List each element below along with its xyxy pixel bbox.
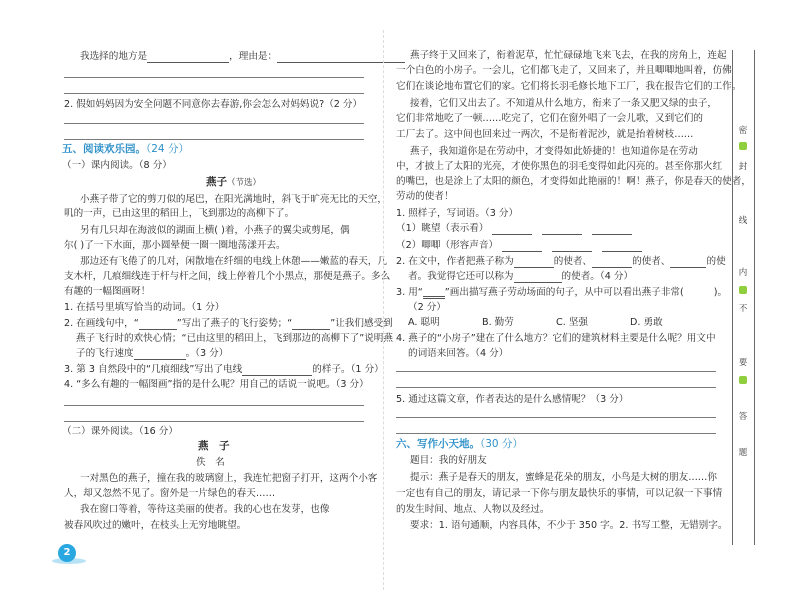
- page-number: 2: [58, 544, 76, 562]
- question-2-3-options: [408, 316, 704, 329]
- question-2-1: 1. 照样子，写词语。（3 分）: [396, 208, 519, 219]
- passage-2-cont-line: 它们在谈论地布置它们的家。它们将长羽毛修长地下工厂，我在报告它们的工作。: [396, 81, 742, 92]
- passage-2-cont-line: 燕子终于又回来了，衔着泥草，忙忙碌碌地飞来飞去，在我的房角上，连起: [410, 50, 727, 61]
- passage-2-line: 被春风吹过的嫩叶，在枝头上无穷地眺望。: [64, 520, 247, 531]
- answer-blank[interactable]: [542, 224, 582, 235]
- answer-line[interactable]: [64, 405, 364, 406]
- question-1-1: 1. 在括号里填写恰当的动词。（1 分）: [64, 302, 225, 313]
- question-1-2: 2. 在画线句中，“ ”写出了燕子的飞行姿势；“ ”让我们感受到: [64, 318, 393, 329]
- answer-line[interactable]: [396, 433, 716, 434]
- passage-2-cont-line: 劳动的使者！: [396, 191, 454, 202]
- answer-blank[interactable]: [292, 319, 330, 330]
- option-b[interactable]: B. 勤劳: [482, 317, 514, 328]
- passage-1-title: 燕子（节选）: [206, 176, 262, 188]
- passage-1-line: 支木杆，几痕细线连于杆与杆之间，线上停着几个小黑点，那便是燕子。多么: [64, 271, 391, 282]
- column-divider: [383, 30, 384, 590]
- passage-2-cont-line: 燕子，我知道你是在劳动中，才变得如此娇捷的！也知道你是在劳动: [410, 146, 698, 157]
- binding-char: 答: [738, 412, 748, 422]
- underline-sample: [423, 288, 445, 299]
- passage-1-line: 叽的一声，已由这里的稻田上，飞到那边的高柳下了。: [64, 208, 295, 219]
- answer-blank[interactable]: [134, 349, 186, 360]
- section-5-heading: 五、阅读欢乐园。（24 分）: [62, 143, 189, 155]
- question-2-5: 5. 通过这篇文章，作者表达的是什么感情呢？（3 分）: [396, 394, 629, 405]
- part-2-label: （二）课外阅读。（16 分）: [62, 426, 178, 437]
- question-1-2-cont: 燕子飞行时的欢快心情；“已由这里的稻田上，飞到那边的高柳下了”说明燕: [76, 333, 393, 344]
- passage-1-line: 另有几只却在海波似的湖面上横( )着，小燕子的翼尖或剪尾，偶: [80, 225, 350, 236]
- question-1-3: 3. 第 3 自然段中的“几痕细线”写出了电线 的样子。（1 分）: [64, 364, 384, 375]
- passage-1-line: 那边还有飞倦了的几对，闲散地在纤细的电线上休憩——嫩蓝的春天，几: [80, 256, 387, 267]
- writing-requirement: 要求：1. 语句通顺，内容具体，不少于 350 字。2. 书写工整，无错别字。: [410, 520, 728, 531]
- passage-2-line: 人，却又忽然不见了。窗外是一片绿色的春天……: [64, 488, 276, 499]
- option-c[interactable]: C. 坚强: [556, 317, 588, 328]
- question-2-1b: （2）唧唧（形容声音）: [396, 239, 642, 252]
- answer-line[interactable]: [396, 371, 716, 372]
- passage-1-line: 有趣的一幅图画呀！: [64, 286, 151, 297]
- question-2-3: 3. 用“ ”画出描写燕子劳动场面的句子，从中可以看出燕子非常( )。: [396, 287, 728, 298]
- answer-blank[interactable]: [514, 257, 554, 268]
- question-2-3-points: （2 分）: [408, 302, 446, 313]
- answer-blank[interactable]: [147, 52, 229, 63]
- passage-2-cont-line: 工厂去了。这中间也回来过一两次，不是衔着泥沙，就是抬着树枝……: [396, 129, 694, 140]
- question-2-4-cont: 的词语来回答。（4 分）: [408, 348, 509, 359]
- binding-char: 题: [738, 448, 748, 458]
- writing-hint: 一定也有自己的朋友，请记录一下你与朋友最快乐的事情，可以记叙一下事情: [396, 488, 723, 499]
- passage-2-cont-line: 的嘴巴，也是涂上了太阳的颜色，才变得如此艳丽的！啊！燕子，你是春天的使者，: [396, 176, 751, 187]
- binding-char: 内: [738, 268, 748, 278]
- answer-blank[interactable]: [670, 257, 706, 268]
- question-2-2: 2. 在文中，作者把燕子称为 的使者、 的使者、 的使: [396, 256, 726, 267]
- choose-place-line: 我选择的地方是 ，理由是：: [80, 50, 405, 63]
- answer-line[interactable]: [64, 421, 364, 422]
- answer-blank[interactable]: [552, 241, 592, 252]
- writing-hint: 提示：燕子是春天的朋友，蜜蜂是花朵的朋友，小鸟是大树的朋友……你: [410, 472, 717, 483]
- answer-blank[interactable]: [277, 52, 405, 63]
- answer-blank[interactable]: [502, 241, 542, 252]
- binding-char: 线: [738, 216, 748, 226]
- passage-1-line: 尔( )了一下水面，那小圆晕便一圈一圈地荡漾开去。: [64, 240, 286, 251]
- binding-dot: [739, 142, 747, 150]
- answer-line[interactable]: [64, 123, 364, 124]
- passage-2-line: 一对黑色的燕子，撞在我的玻璃窗上，我连忙把窗子打开，这两个小客: [80, 473, 378, 484]
- answer-blank[interactable]: [602, 241, 642, 252]
- question-1-2-end: 子的飞行速度 。（3 分）: [76, 348, 229, 359]
- passage-2-cont-line: 接着，它们又出去了。不知道从什么地方，衔来了一条又肥又绿的虫子，: [410, 98, 717, 109]
- binding-char: 不: [738, 304, 748, 314]
- binding-char: 要: [738, 358, 748, 368]
- writing-topic: 题目：我的好朋友: [410, 455, 487, 466]
- answer-blank[interactable]: [592, 257, 632, 268]
- binding-char: 封: [738, 162, 748, 172]
- binding-dot: [739, 376, 747, 384]
- passage-2-cont-line: 中，才披上了太阳的光亮，才使你黑色的羽毛变得如此闪亮的。甚至你那火红: [396, 161, 723, 172]
- answer-line[interactable]: [396, 417, 716, 418]
- question-2-1a: （1）眺望（表示看）: [396, 222, 632, 235]
- question-2: 2. 假如妈妈因为安全问题不同意你去春游,你会怎么对妈妈说?（2 分）: [64, 99, 363, 110]
- passage-2-cont-line: 一个白色的小房子。一会儿，它们都飞走了，又回来了，并且唧唧地叫着，仿佛: [396, 65, 732, 76]
- answer-blank[interactable]: [492, 224, 532, 235]
- question-2-2-cont: 者。我觉得它还可以称为 的使者。（4 分）: [408, 271, 634, 282]
- passage-2-title: 燕 子: [198, 440, 230, 452]
- binding-line: [754, 50, 755, 545]
- binding-line: [732, 50, 733, 545]
- writing-hint: 的发生时间、地点、人物以及经过。: [396, 504, 550, 515]
- answer-line[interactable]: [64, 93, 364, 94]
- passage-2-cont-line: 它们非常地吃了一顿……吃完了，它们在窗外唱了一会儿歌，又到它们的: [396, 113, 703, 124]
- answer-blank[interactable]: [139, 319, 177, 330]
- question-1-4: 4. “多么有趣的一幅图画”指的是什么呢？用自己的话说一说吧。（3 分）: [64, 379, 369, 390]
- part-1-label: （一）课内阅读。（8 分）: [62, 160, 172, 171]
- option-d[interactable]: D. 勇敢: [630, 317, 663, 328]
- answer-blank[interactable]: [242, 365, 312, 376]
- passage-2-author: 佚 名: [196, 457, 225, 468]
- passage-2-line: 我在窗口等着，等待这美丽的使者。我的心也在发芽，也像: [80, 504, 330, 515]
- option-a[interactable]: A. 聪明: [408, 317, 440, 328]
- answer-blank[interactable]: [592, 224, 632, 235]
- passage-1-line: 小燕子带了它的剪刀似的尾巴，在阳光满地时，斜飞于旷亮无比的天空，: [80, 194, 387, 205]
- answer-blank[interactable]: [514, 272, 562, 283]
- answer-line[interactable]: [396, 387, 716, 388]
- answer-line[interactable]: [64, 77, 364, 78]
- question-2-4: 4. 燕子的“小房子”建在了什么地方？它们的建筑材料主要是什么呢？用文中: [396, 333, 716, 344]
- binding-char: 密: [738, 126, 748, 136]
- answer-line[interactable]: [64, 139, 364, 140]
- section-6-heading: 六、写作小天地。（30 分）: [396, 438, 523, 450]
- binding-dot: [739, 286, 747, 294]
